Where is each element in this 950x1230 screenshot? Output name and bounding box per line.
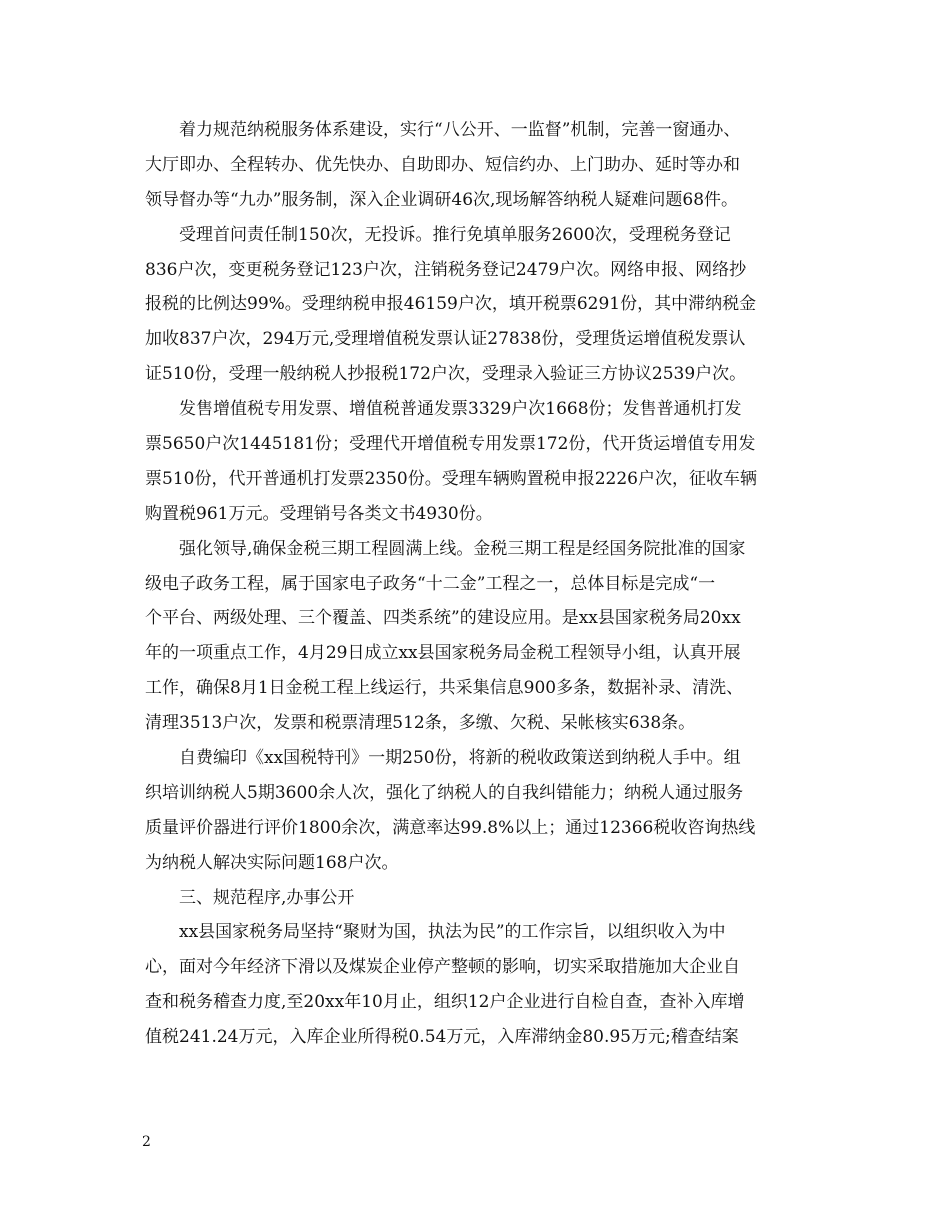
- paragraph-golden-tax: [145, 532, 815, 741]
- text-line: 领导督办等“九办”服务制，深入企业调研46次,现场解答纳税人疑难问题68件。: [145, 189, 739, 210]
- paragraph-tax-collection: [145, 915, 815, 1055]
- heading-line: 三、规范程序,办事公开: [179, 887, 355, 908]
- text-line: 查和税务稽查力度,至20xx年10月止，组织12户企业进行自检自查，查补入库增: [145, 992, 745, 1013]
- text-line: 报税的比例达99%。受理纳税申报46159户次，填开税票6291份，其中滞纳税金: [145, 294, 757, 315]
- text-line: 强化领导,确保金税三期工程圆满上线。金税三期工程是经国务院批准的国家: [179, 538, 746, 559]
- paragraph-first-inquiry: [145, 218, 815, 392]
- section-heading: [145, 881, 815, 916]
- paragraph-publication: [145, 741, 815, 881]
- text-line: 证510份，受理一般纳税人抄报税172户次，受理录入验证三方协议2539户次。: [145, 364, 747, 385]
- text-line: 心，面对今年经济下滑以及煤炭企业停产整顿的影响，切实采取措施加大企业自: [145, 957, 740, 978]
- text-line: 自费编印《xx国税特刊》一期250份，将新的税收政策送到纳税人手中。组: [179, 748, 741, 769]
- text-line: 年的一项重点工作，4月29日成立xx县国家税务局金税工程领导小组，认真开展: [145, 643, 741, 664]
- paragraph-invoice-sales: [145, 392, 815, 532]
- text-line: 836户次，变更税务登记123户次，注销税务登记2479户次。网络申报、网络抄: [145, 259, 747, 280]
- text-line: 值税241.24万元，入库企业所得税0.54万元，入库滞纳金80.95万元;稽查结案: [145, 1027, 739, 1048]
- document-body: [145, 113, 815, 1055]
- text-line: 受理首问责任制150次，无投诉。推行免填单服务2600次，受理税务登记: [179, 224, 731, 245]
- text-line: 为纳税人解决实际问题168户次。: [145, 852, 399, 873]
- text-line: 织培训纳税人5期3600余人次，强化了纳税人的自我纠错能力；纳税人通过服务: [145, 782, 744, 803]
- text-line: 清理3513户次，发票和税票清理512条，多缴、欠税、呆帐核实638条。: [145, 713, 696, 734]
- text-line: 个平台、两级处理、三个覆盖、四类系统”的建设应用。是xx县国家税务局20xx: [145, 608, 741, 629]
- page-number: 2: [142, 1134, 151, 1150]
- text-line: 发售增值税专用发票、增值税普通发票3329户次1668份；发售普通机打发: [179, 399, 742, 420]
- text-line: 购置税961万元。受理销号各类文书4930份。: [145, 503, 493, 524]
- text-line: 着力规范纳税服务体系建设，实行“八公开、一监督”机制，完善一窗通办、: [179, 120, 741, 140]
- text-line: 工作，确保8月1日金税工程上线运行，共采集信息900多条，数据补录、清洗、: [145, 678, 744, 699]
- text-line: xx县国家税务局坚持“聚财为国，执法为民”的工作宗旨，以组织收入为中: [179, 922, 726, 943]
- text-line: 票5650户次1445181份；受理代开增值税专用发票172份，代开货运增值专用发: [145, 434, 756, 455]
- text-line: 级电子政务工程，属于国家电子政务“十二金”工程之一，总体目标是完成“一: [145, 573, 716, 594]
- text-line: 票510份，代开普通机打发票2350份。受理车辆购置税申报2226户次，征收车辆: [145, 468, 757, 489]
- text-line: 大厅即办、全程转办、优先快办、自助即办、短信约办、上门助办、延时等办和: [145, 154, 740, 175]
- text-line: 加收837户次，294万元,受理增值税发票认证27838份，受理货运增值税发票认: [145, 329, 746, 350]
- text-line: 质量评价器进行评价1800余次，满意率达99.8%以上；通过12366税收咨询热线: [145, 817, 756, 838]
- paragraph-service-system: [145, 113, 815, 218]
